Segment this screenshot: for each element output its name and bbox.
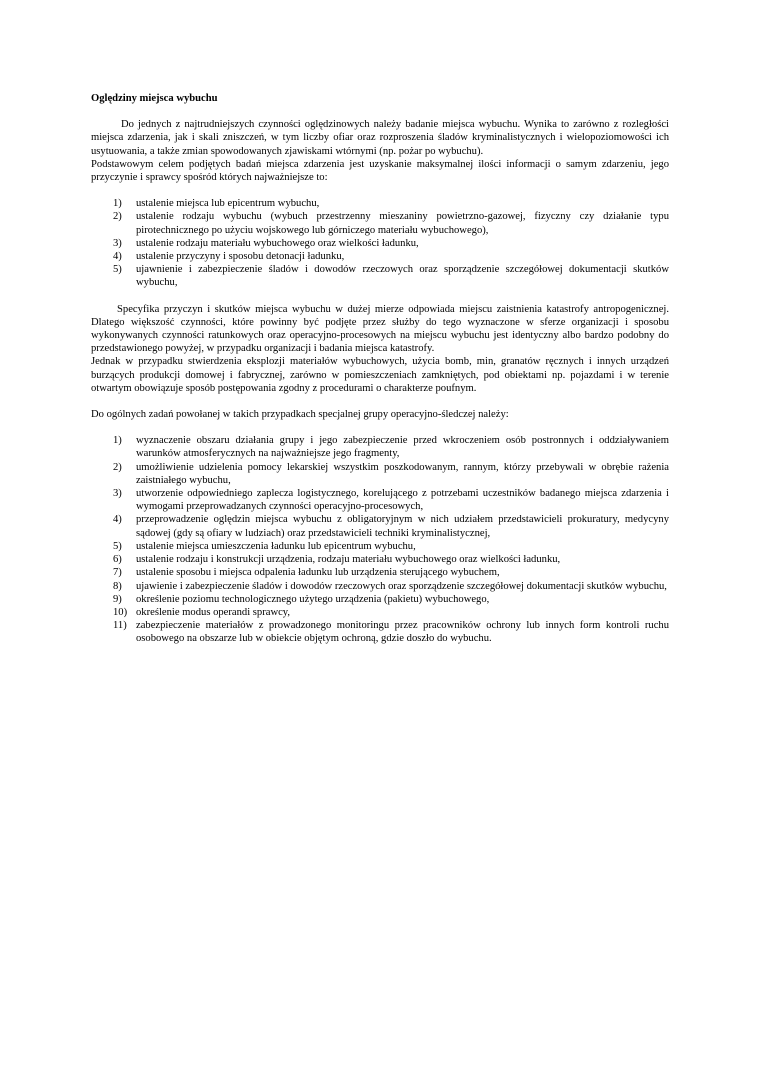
list-item-text: umożliwienie udzielenia pomocy lekarskiej wszystkim poszkodowanym, rannym, którzy przebywali w obrębie rażenia zaistniałego wybuchu, <box>136 461 669 486</box>
general-paragraph: Do ogólnych zadań powołanej w takich przypadkach specjalnej grupy operacyjno-śledczej należy: <box>91 409 509 421</box>
list-item-text: ustalenie miejsca umieszczenia ładunku lub epicentrum wybuchu, <box>136 540 416 552</box>
list-item <box>91 593 669 606</box>
list-item-text: określenie modus operandi sprawcy, <box>136 606 291 618</box>
spacer <box>91 395 669 408</box>
goal-paragraph: Podstawowym celem podjętych badań miejsca zdarzenia jest uzyskanie maksymalnej ilości informacji o samym zdarzeniu, jego przyczynie i sprawcy spośród których najważniejsze to: <box>91 158 669 184</box>
list-item <box>91 461 669 487</box>
list-number: 5) <box>113 264 122 276</box>
list-item-text: ujawnienie i zabezpieczenie śladów i dowodów rzeczowych oraz sporządzenie szczegółowej dokumentacji skutków wybuchu, <box>136 264 669 289</box>
list-item-text: ujawienie i zabezpieczenie śladów i dowodów rzeczowych oraz sporządzenie szczegółowej dokumentacji skutków wybuchu, <box>136 580 667 592</box>
list-number: 2) <box>113 461 122 473</box>
list-item-text: ustalenie rodzaju i konstrukcji urządzenia, rodzaju materiału wybuchowego oraz wielkości ładunku, <box>136 554 561 566</box>
list-number: 6) <box>113 554 122 566</box>
spacer <box>91 184 669 197</box>
list-item <box>91 487 669 513</box>
list-item <box>91 250 669 263</box>
list-item <box>91 553 669 566</box>
list-item <box>91 197 669 210</box>
list-number: 3) <box>113 237 122 249</box>
list-item <box>91 263 669 289</box>
findings-list <box>91 197 669 289</box>
list-item <box>91 210 669 236</box>
specific-paragraph: Specyfika przyczyn i skutków miejsca wybuchu w dużej mierze odpowiada miejscu zaistnienia katastrofy antropogenicznej. Dlatego większość czynności, które powinny być podjęte przez służby do tego wyznaczone w sferze organizacji i sposobu wykonywanych czynności ratunkowych oraz operacyjno-procesowych na miejscu wybuchu jest identyczny albo bardzo podobny do przedstawionego powyżej, w przypadku organizacji i badania miejsca katastrofy. <box>91 303 669 355</box>
list-item-text: ustalenie rodzaju wybuchu (wybuch przestrzenny mieszaniny powietrzno-gazowej, fizyczny czy działanie typu pirotechnicznego po użyciu wojskowego lub górniczego materiału wybuchowego), <box>136 211 669 236</box>
list-item <box>91 580 669 593</box>
list-number: 3) <box>113 488 122 500</box>
list-item-text: ustalenie rodzaju materiału wybuchowego oraz wielkości ładunku, <box>136 237 419 249</box>
document-title: Oględziny miejsca wybuchu <box>91 93 218 104</box>
list-item <box>91 606 669 619</box>
list-number: 7) <box>113 567 122 579</box>
list-item-text: ustalenie miejsca lub epicentrum wybuchu, <box>136 198 320 210</box>
list-number: 9) <box>113 593 122 605</box>
list-item-text: utworzenie odpowiedniego zaplecza logistycznego, korelującego z potrzebami uczestników badanego miejsca zdarzenia i wymogami przeprowadzanych czynności operacyjno-procesowych, <box>136 488 669 513</box>
list-item <box>91 237 669 250</box>
spacer <box>91 421 669 434</box>
list-item <box>91 513 669 539</box>
list-item <box>91 619 669 645</box>
list-item-text: określenie poziomu technologicznego użytego urządzenia (pakietu) wybuchowego, <box>136 593 490 605</box>
list-number: 5) <box>113 540 122 552</box>
list-item-text: ustalenie przyczyny i sposobu detonacji ładunku, <box>136 251 345 263</box>
list-number: 10) <box>113 606 128 618</box>
list-number: 4) <box>113 251 122 263</box>
however-paragraph: Jednak w przypadku stwierdzenia eksplozji materiałów wybuchowych, użycia bomb, min, granatów ręcznych i innych urządzeń burzących produkcji domowej i fabrycznej, zarówno w pomieszczeniach zamkniętych, pod obiektami np. pojazdami i w terenie otwartym obowiązuje sposób postępowania zgodny z procedurami o charakterze poufnym. <box>91 356 669 394</box>
list-number: 8) <box>113 580 122 592</box>
list-item-text: zabezpieczenie materiałów z prowadzonego monitoringu przez pracowników ochrony lub innych form kontroli ruchu osobowego na obszarze lub w obiekcie objętym ochroną, gdzie doszło do wybuchu. <box>136 620 669 645</box>
list-number: 2) <box>113 211 122 223</box>
tasks-list <box>91 434 669 645</box>
intro-paragraph: Do jednych z najtrudniejszych czynności oględzinowych należy badanie miejsca wybuchu. Wynika to zarówno z rozległości miejsca zdarzenia, jak i skali zniszczeń, w tym liczby ofiar oraz rozproszenia śladów kryminalistycznych i wielopoziomowości ich usytuowania, a także zmian spowodowanych zjawiskami wtórnymi (np. pożar po wybuchu). <box>91 119 669 157</box>
list-number: 1) <box>113 198 122 210</box>
list-item-text: wyznaczenie obszaru działania grupy i jego zabezpieczenie przed wkroczeniem osób postronnych i oddziaływaniem warunków atmosferycznych na najważniejsze jego fragmenty, <box>136 435 669 460</box>
list-item <box>91 434 669 460</box>
document-body <box>91 92 669 646</box>
list-number: 1) <box>113 435 122 447</box>
list-number: 11) <box>113 620 127 632</box>
list-item <box>91 540 669 553</box>
spacer <box>91 290 669 303</box>
list-item-text: przeprowadzenie oględzin miejsca wybuchu z obligatoryjnym w nich udziałem przedstawicieli prokuratury, medycyny sądowej (gdy są ofiary w ludziach) oraz przedstawicieli techniki kryminalistycznej, <box>136 514 669 539</box>
list-item <box>91 566 669 579</box>
list-item-text: ustalenie sposobu i miejsca odpalenia ładunku lub urządzenia sterującego wybuchem, <box>136 567 500 579</box>
list-number: 4) <box>113 514 122 526</box>
